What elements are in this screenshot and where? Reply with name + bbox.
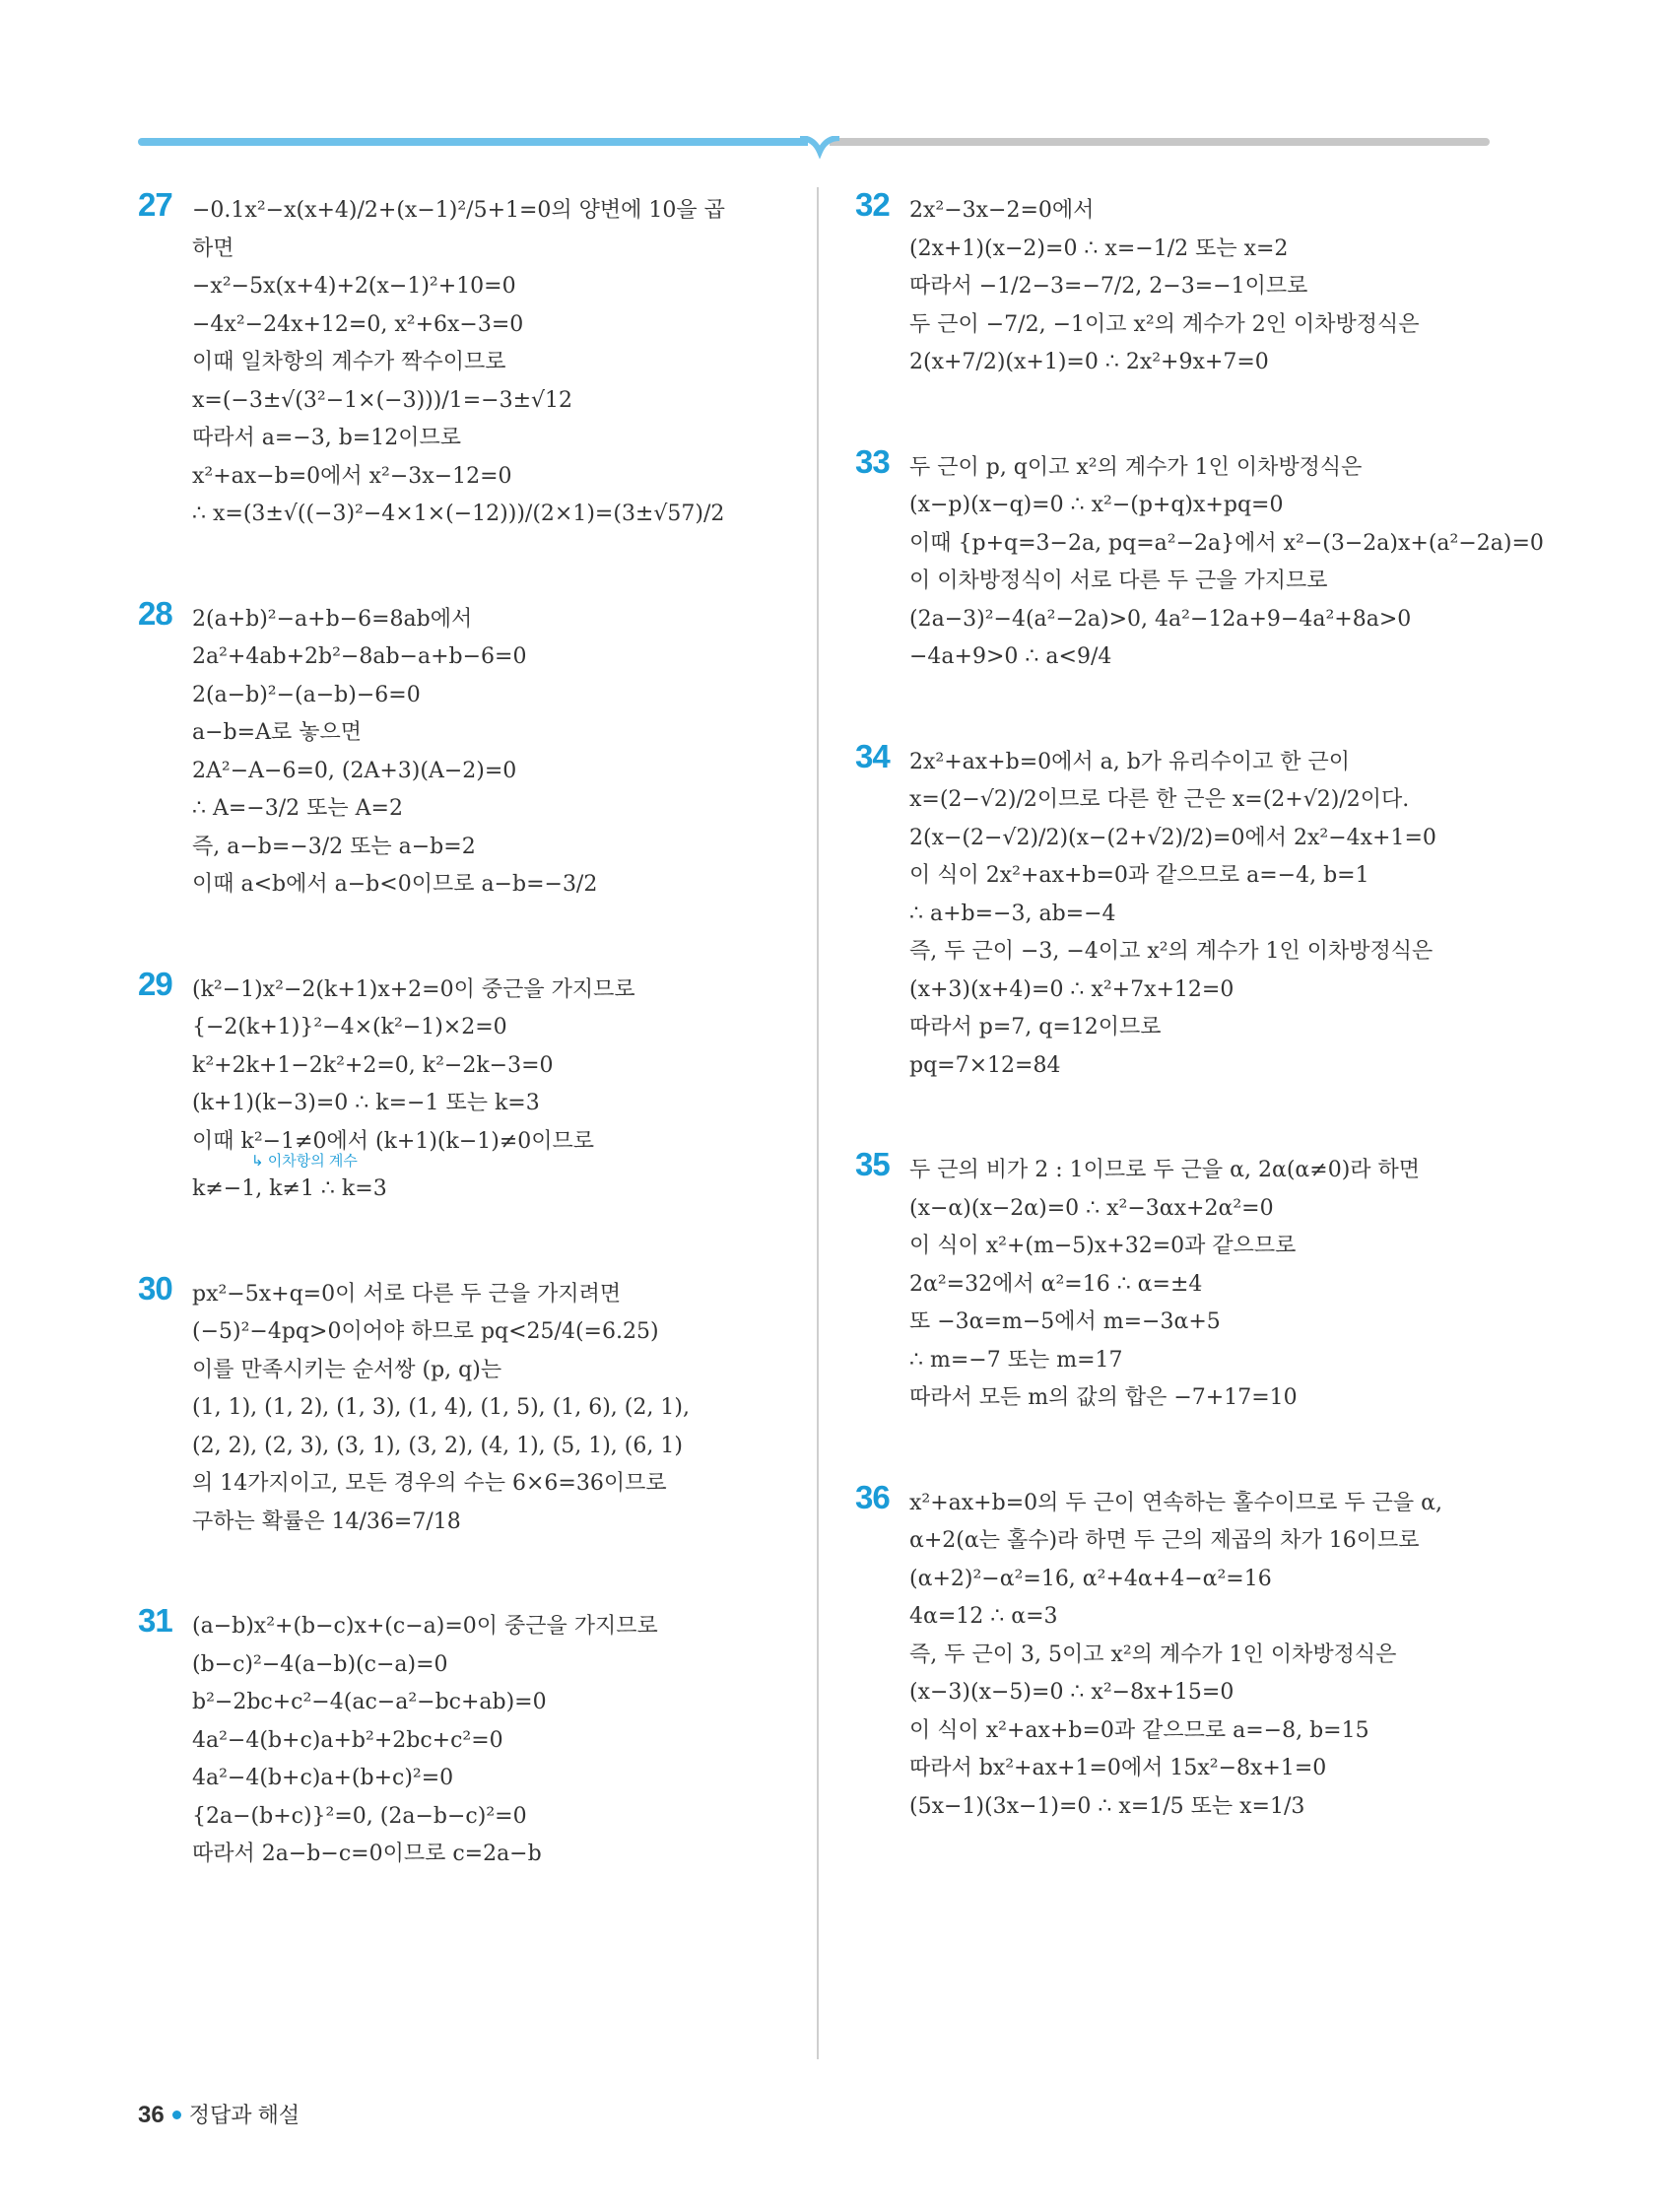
solution-line: px²−5x+q=0이 서로 다른 두 근을 가지려면 <box>192 1281 622 1307</box>
solution-line: 4a²−4(b+c)a+b²+2bc+c²=0 <box>192 1727 503 1753</box>
solution-line: 2(a−b)²−(a−b)−6=0 <box>192 682 421 707</box>
solution-line: 2A²−A−6=0, (2A+3)(A−2)=0 <box>192 758 517 783</box>
solution-line: 2(x+7/2)(x+1)=0 ∴ 2x²+9x+7=0 <box>909 350 1269 374</box>
solution-line: 이때 일차항의 계수가 짝수이므로 <box>192 350 506 374</box>
solution-line: 2(x−(2−√2)/2)(x−(2+√2)/2)=0에서 2x²−4x+1=0 <box>909 825 1436 850</box>
bullet-icon <box>172 2111 181 2119</box>
solution-line: x²+ax−b=0에서 x²−3x−12=0 <box>192 463 512 489</box>
solution-line: (x+3)(x+4)=0 ∴ x²+7x+12=0 <box>909 976 1234 1002</box>
problem-gap <box>138 1209 788 1276</box>
solution-line: 2x²+ax+b=0에서 a, b가 유리수이고 한 근이 <box>909 749 1351 774</box>
solution-line: (b−c)²−4(a−b)(c−a)=0 <box>192 1651 448 1677</box>
solution-line: k≠−1, k≠1 ∴ k=3 <box>192 1176 387 1201</box>
solution-line: 두 근이 p, q이고 x²의 계수가 1인 이차방정식은 <box>909 454 1363 480</box>
solution-line: 따라서 2a−b−c=0이므로 c=2a−b <box>192 1842 542 1866</box>
solution-line: {2a−(b+c)}²=0, (2a−b−c)²=0 <box>192 1803 527 1829</box>
solution-line: 두 근이 −7/2, −1이고 x²의 계수가 2인 이차방정식은 <box>909 311 1420 337</box>
problem-number: 33 <box>855 442 890 480</box>
solution-line: ∴ a+b=−3, ab=−4 <box>909 901 1116 926</box>
solution-line: 이를 만족시키는 순서쌍 (p, q)는 <box>192 1357 502 1382</box>
solution-line: 이 이차방정식이 서로 다른 두 근을 가지므로 <box>909 569 1328 593</box>
solution-line: (x−α)(x−2α)=0 ∴ x²−3αx+2α²=0 <box>909 1195 1274 1221</box>
header-bar-left <box>138 138 808 146</box>
problem-36 <box>855 1478 1505 1827</box>
problem-gap <box>855 677 1505 744</box>
solution-line: 따라서 p=7, q=12이므로 <box>909 1015 1162 1039</box>
solution-line: 이 식이 x²+ax+b=0과 같으므로 a=−8, b=15 <box>909 1717 1369 1743</box>
problem-number: 34 <box>855 737 890 774</box>
solution-line: 따라서 모든 m의 값의 합은 −7+17=10 <box>909 1385 1298 1410</box>
page-number: 36 <box>138 2102 165 2128</box>
solution-line: −0.1x²−x(x+4)/2+(x−1)²/5+1=0의 양변에 10을 곱 <box>192 198 725 223</box>
header-bar-notch <box>800 136 839 166</box>
solution-line: 4a²−4(b+c)a+(b+c)²=0 <box>192 1766 454 1790</box>
problem-gap <box>138 905 788 972</box>
problem-27 <box>138 186 788 534</box>
solution-line: (1, 1), (1, 2), (1, 3), (1, 4), (1, 5), (1, 6), (2, 1), <box>192 1395 690 1420</box>
problem-gap <box>855 1418 1505 1485</box>
solution-line: −x²−5x(x+4)+2(x−1)²+10=0 <box>192 274 516 299</box>
solution-line: 이때 {p+q=3−2a, pq=a²−2a}에서 x²−(3−2a)x+(a²−2a)=0 <box>909 530 1544 556</box>
solution-line: 따라서 a=−3, b=12이므로 <box>192 426 461 450</box>
column-divider <box>817 187 819 2059</box>
solution-line: 의 14가지이고, 모든 경우의 수는 6×6=36이므로 <box>192 1471 667 1496</box>
solution-line: (−5)²−4pq>0이어야 하므로 pq<25/4(=6.25) <box>192 1319 659 1344</box>
page-footer <box>138 2099 300 2129</box>
solution-line: 4α=12 ∴ α=3 <box>909 1604 1058 1629</box>
solution-line: 하면 <box>192 235 234 261</box>
solution-line: 따라서 bx²+ax+1=0에서 15x²−8x+1=0 <box>909 1756 1327 1780</box>
problem-34 <box>855 737 1505 1086</box>
solution-line: (2x+1)(x−2)=0 ∴ x=−1/2 또는 x=2 <box>909 235 1289 261</box>
problem-number: 30 <box>138 1269 172 1307</box>
solution-line: x=(2−√2)/2이므로 다른 한 근은 x=(2+√2)/2이다. <box>909 787 1410 812</box>
solution-line: 즉, 두 근이 −3, −4이고 x²의 계수가 1인 이차방정식은 <box>909 939 1434 964</box>
problem-number: 29 <box>138 965 172 1002</box>
solution-line: 2α²=32에서 α²=16 ∴ α=±4 <box>909 1271 1203 1297</box>
solution-line: (x−p)(x−q)=0 ∴ x²−(p+q)x+pq=0 <box>909 493 1284 517</box>
solution-line: 2(a+b)²−a+b−6=8ab에서 <box>192 606 473 632</box>
solution-line: (2, 2), (2, 3), (3, 1), (3, 2), (4, 1), (5, 1), (6, 1) <box>192 1433 683 1458</box>
problem-gap <box>138 1541 788 1608</box>
left-column <box>138 186 788 1874</box>
solution-line: −4a+9>0 ∴ a<9/4 <box>909 644 1112 669</box>
solution-line: (5x−1)(3x−1)=0 ∴ x=1/5 또는 x=1/3 <box>909 1793 1305 1819</box>
solution-line: a−b=A로 놓으면 <box>192 720 362 745</box>
annotation-note: ↳ 이차항의 계수 <box>251 1153 358 1170</box>
solution-line: (x−3)(x−5)=0 ∴ x²−8x+15=0 <box>909 1680 1234 1705</box>
problem-33 <box>855 442 1544 677</box>
solution-line: 구하는 확률은 14/36=7/18 <box>192 1508 461 1534</box>
problem-gap <box>138 534 788 601</box>
solution-line: (α+2)²−α²=16, α²+4α+4−α²=16 <box>909 1566 1272 1591</box>
solution-line: 이때 k²−1≠0에서 (k+1)(k−1)≠0이므로 <box>192 1128 595 1154</box>
solution-line: 따라서 −1/2−3=−7/2, 2−3=−1이므로 <box>909 274 1308 299</box>
solution-line: k²+2k+1−2k²+2=0, k²−2k−3=0 <box>192 1052 554 1078</box>
solution-line: 2a²+4ab+2b²−8ab−a+b−6=0 <box>192 644 527 669</box>
solution-line: pq=7×12=84 <box>909 1052 1061 1078</box>
problem-29 <box>138 965 788 1209</box>
solution-line: b²−2bc+c²−4(ac−a²−bc+ab)=0 <box>192 1690 547 1714</box>
solution-line: 2x²−3x−2=0에서 <box>909 198 1095 223</box>
solution-line: ∴ A=−3/2 또는 A=2 <box>192 796 403 821</box>
problem-35 <box>855 1146 1505 1418</box>
solution-line: {−2(k+1)}²−4×(k²−1)×2=0 <box>192 1015 507 1039</box>
problem-number: 31 <box>138 1602 172 1639</box>
solution-line: x=(−3±√(3²−1×(−3)))/1=−3±√12 <box>192 387 573 413</box>
problem-number: 27 <box>138 186 172 223</box>
problem-number: 35 <box>855 1146 890 1182</box>
problem-32 <box>855 186 1505 382</box>
problem-number: 28 <box>138 594 172 632</box>
problem-31 <box>138 1602 788 1874</box>
problem-gap <box>855 382 1505 449</box>
problem-number: 32 <box>855 186 890 223</box>
right-column <box>855 186 1544 1826</box>
problem-gap <box>855 1085 1505 1152</box>
solution-line: −4x²−24x+12=0, x²+6x−3=0 <box>192 311 524 337</box>
solution-line: 즉, a−b=−3/2 또는 a−b=2 <box>192 834 476 859</box>
solution-line: 또 −3α=m−5에서 m=−3α+5 <box>909 1309 1221 1334</box>
solution-line: (2a−3)²−4(a²−2a)>0, 4a²−12a+9−4a²+8a>0 <box>909 606 1412 632</box>
header-bar-right <box>830 138 1490 146</box>
solution-line: x²+ax+b=0의 두 근이 연속하는 홀수이므로 두 근을 α, <box>909 1490 1442 1515</box>
solution-line: (a−b)x²+(b−c)x+(c−a)=0이 중근을 가지므로 <box>192 1614 658 1639</box>
problem-30 <box>138 1269 788 1542</box>
solution-line: ∴ m=−7 또는 m=17 <box>909 1347 1123 1373</box>
problem-number: 36 <box>855 1478 890 1515</box>
solution-line: 이 식이 x²+(m−5)x+32=0과 같으므로 <box>909 1234 1297 1258</box>
solution-line: α+2(α는 홀수)라 하면 두 근의 제곱의 차가 16이므로 <box>909 1528 1420 1553</box>
section-title: 정답과 해설 <box>188 2103 300 2127</box>
problem-28 <box>138 594 788 905</box>
solution-line: 즉, 두 근이 3, 5이고 x²의 계수가 1인 이차방정식은 <box>909 1642 1397 1667</box>
solution-line: 두 근의 비가 2 : 1이므로 두 근을 α, 2α(α≠0)라 하면 <box>909 1158 1421 1182</box>
solution-line: 이 식이 2x²+ax+b=0과 같으므로 a=−4, b=1 <box>909 863 1369 888</box>
solution-line: 이때 a<b에서 a−b<0이므로 a−b=−3/2 <box>192 872 598 897</box>
solution-line: (k+1)(k−3)=0 ∴ k=−1 또는 k=3 <box>192 1091 540 1115</box>
solution-line: (k²−1)x²−2(k+1)x+2=0이 중근을 가지므로 <box>192 976 635 1002</box>
solution-line: ∴ x=(3±√((−3)²−4×1×(−12)))/(2×1)=(3±√57)/2 <box>192 502 725 526</box>
